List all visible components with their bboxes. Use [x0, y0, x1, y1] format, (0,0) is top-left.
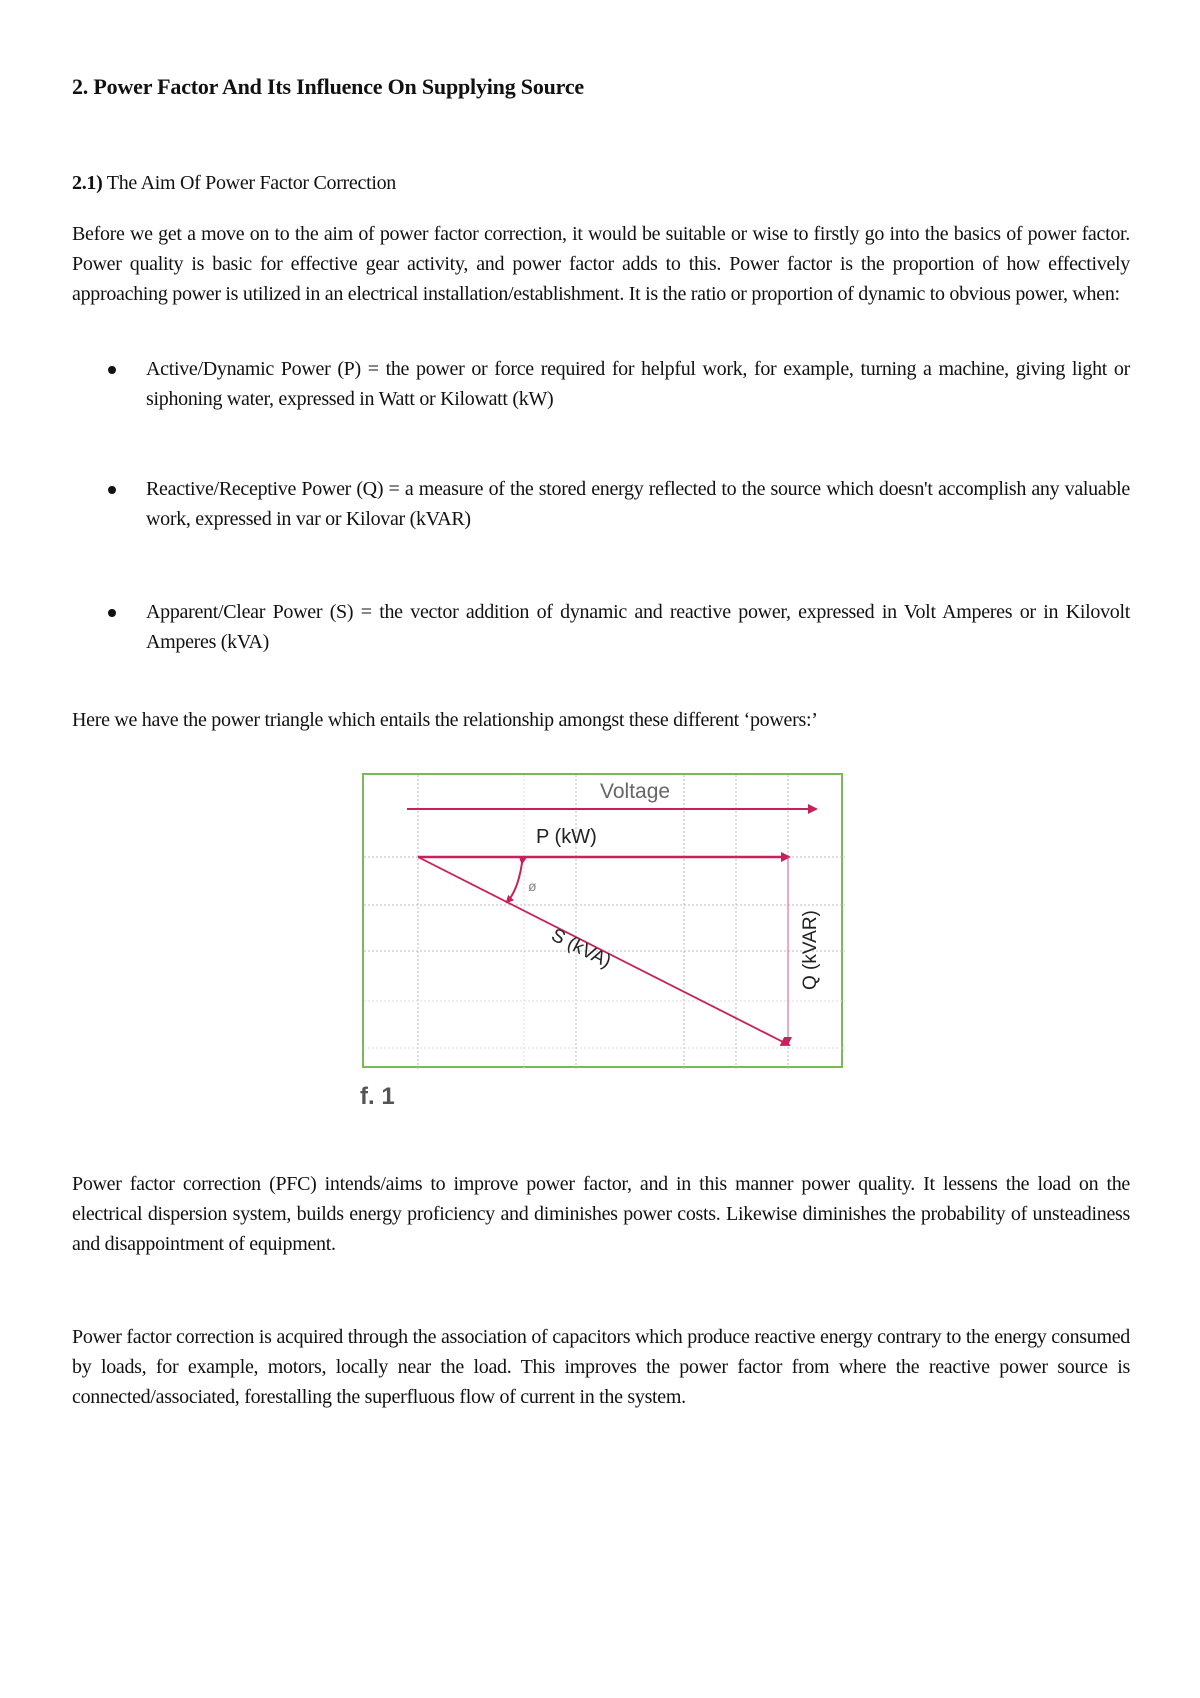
q-label: Q (kVAR) — [800, 910, 821, 990]
bullet-dot-icon — [108, 366, 116, 374]
phi-label: ø — [528, 878, 537, 894]
capacitor-paragraph: Power factor correction is acquired through the association of capacitors which produce reactive energy contrary to the energy consumed by loads, for example, motors, locally near the load. This improves the power factor from where the reactive power source is connected/associated, forestalling the superfluous flow of current in the system. — [72, 1326, 1130, 1408]
pfc-paragraph: Power factor correction (PFC) intends/aims to improve power factor, and in this manner power quality. It lessens the load on the electrical dispersion system, builds energy proficiency and diminishes power costs. Likewise diminishes the probability of unsteadiness and disappointment of equipment. — [72, 1173, 1130, 1255]
bullet-text: Active/Dynamic Power (P) = the power or force required for helpful work, for example, turning a machine, giving light or siphoning water, expressed in Watt or Kilowatt (kW) — [146, 358, 1130, 410]
bullet-text: Apparent/Clear Power (S) = the vector addition of dynamic and reactive power, expressed in Volt Amperes or in Kilovolt Amperes (kVA) — [146, 601, 1130, 653]
power-triangle-diagram — [364, 775, 845, 1070]
grid-lines — [364, 775, 845, 1070]
section-heading: 2. Power Factor And Its Influence On Supplying Source — [72, 74, 584, 99]
triangle-intro-paragraph: Here we have the power triangle which entails the relationship amongst these different ‘powers:’ — [72, 709, 818, 731]
bullet-dot-icon — [108, 486, 116, 494]
subsection-title: The Aim Of Power Factor Correction — [102, 172, 396, 194]
bullet-reactive-power — [108, 474, 1130, 534]
figure-caption: f. 1 — [360, 1083, 395, 1110]
intro-paragraph: Before we get a move on to the aim of power factor correction, it would be suitable or wise to firstly go into the basics of power factor. Power quality is basic for effective gear activity, and power factor adds to this. Power factor is the proportion of how effectively approaching power is utilized in an electrical installation/establishment. It is the ratio or proportion of dynamic to obvious power, when: — [72, 223, 1130, 305]
subsection-heading — [72, 172, 396, 195]
power-triangle-figure — [362, 773, 843, 1068]
s-label: S (kVA) — [547, 924, 615, 973]
bullet-dot-icon — [108, 609, 116, 617]
phi-angle-arc — [507, 863, 522, 902]
voltage-label: Voltage — [600, 780, 671, 803]
bullet-active-power — [108, 354, 1130, 414]
bullet-text: Reactive/Receptive Power (Q) = a measure of the stored energy reflected to the source which doesn't accomplish any valuable work, expressed in var or Kilovar (kVAR) — [146, 478, 1130, 530]
p-label: P (kW) — [536, 826, 597, 848]
bullet-apparent-power — [108, 597, 1130, 657]
subsection-number: 2.1) — [72, 172, 103, 194]
